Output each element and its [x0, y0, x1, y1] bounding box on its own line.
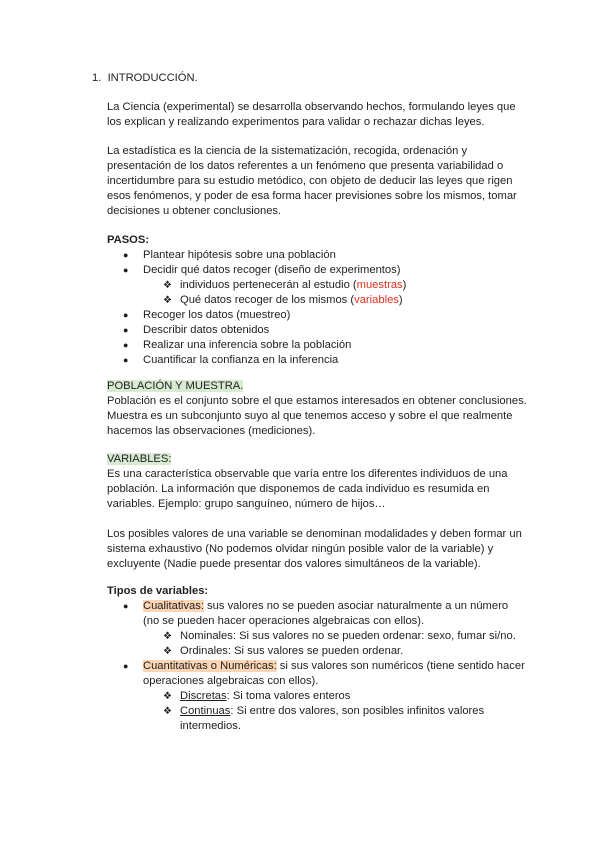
- sub-list-item: ❖ Continuas: Si entre dos valores, son posibles infinitos valores intermedios.: [163, 705, 485, 732]
- intro-paragraph-2: La estadística es la ciencia de la sistematización, recogida, ordenación y presentación de los datos referentes a un fenómeno que presenta variabilidad o incertidumbre para su estudio metódico, con objeto de deducir las leyes que rigen esos fenómenos, y poder de esa forma hacer previsiones sobre los mismos, tomar decisiones u obtener conclusiones.: [107, 145, 517, 217]
- list-item: ● Recoger los datos (muestreo): [123, 309, 291, 321]
- diamond-bullet-icon: ❖: [163, 631, 172, 642]
- list-item: ● Describir datos obtenidos: [123, 324, 270, 336]
- pasos-title: PASOS:: [107, 234, 150, 246]
- variables-section: [107, 452, 527, 572]
- sub-list-item: ❖ Discretas: Si toma valores enteros: [163, 690, 351, 702]
- cualitativas-label: Cualitativas:: [143, 600, 204, 612]
- heading-title: INTRODUCCIÓN.: [107, 72, 198, 84]
- tipos-section: [107, 584, 527, 734]
- bullet-icon: ●: [123, 265, 129, 275]
- variables-title: VARIABLES:: [107, 453, 172, 465]
- diamond-bullet-icon: ❖: [163, 691, 172, 702]
- list-item: ● Decidir qué datos recoger (diseño de experimentos): [123, 264, 401, 276]
- variables-text-2: Los posibles valores de una variable se denominan modalidades y deben formar un sistema exhaustivo (No podemos olvidar ningún posible valor de la variable) y excluyente (Nadie puede presentar dos valores simultáneos de la variable).: [107, 528, 522, 570]
- bullet-icon: ●: [123, 355, 129, 365]
- poblacion-title: POBLACIÓN Y MUESTRA.: [107, 380, 244, 392]
- list-item: ● Cuantificar la confianza en la inferencia: [123, 354, 339, 366]
- intro-paragraph-1: La Ciencia (experimental) se desarrolla observando hechos, formulando leyes que los explican y realizando experimentos para validar o rechazar dichas leyes.: [107, 101, 516, 128]
- sub-list-item: ❖ Qué datos recoger de los mismos (variables): [163, 294, 403, 306]
- sub-list-item: ❖ Nominales: Si sus valores no se pueden ordenar: sexo, fumar si/no.: [163, 630, 516, 642]
- poblacion-section: [107, 379, 527, 439]
- diamond-bullet-icon: ❖: [163, 280, 172, 291]
- pasos-section: [107, 233, 527, 368]
- list-item: ● Cuantitativas o Numéricas: si sus valores son numéricos (tiene sentido hacer operaciones algebraicas con ellos).: [123, 660, 525, 687]
- bullet-icon: ●: [123, 325, 129, 335]
- tipos-title: Tipos de variables:: [107, 585, 209, 597]
- list-item: ● Plantear hipótesis sobre una población: [123, 249, 336, 261]
- variables-text-1: Es una característica observable que varía entre los diferentes individuos de una población. La información que disponemos de cada individuo es resumida en variables. Ejemplo: grupo sanguíneo, número de hijos…: [107, 468, 508, 510]
- poblacion-text: Población es el conjunto sobre el que estamos interesados en obtener conclusiones. Muestra es un subconjunto suyo al que tenemos acceso y sobre el que realmente hacemos las observaciones (mediciones).: [107, 395, 527, 437]
- bullet-icon: ●: [123, 661, 129, 671]
- sub-list-item: ❖ Ordinales: Si sus valores se pueden ordenar.: [163, 645, 404, 657]
- sub-list-item: ❖ individuos pertenecerán al estudio (muestras): [163, 279, 407, 291]
- diamond-bullet-icon: ❖: [163, 706, 172, 717]
- diamond-bullet-icon: ❖: [163, 646, 172, 657]
- bullet-icon: ●: [123, 340, 129, 350]
- list-item: ● Cualitativas: sus valores no se pueden asociar naturalmente a un número (no se pueden hacer operaciones algebraicas con ellos).: [123, 600, 509, 627]
- cuantitativas-label: Cuantitativas o Numéricas:: [143, 660, 277, 672]
- section-heading: [92, 71, 198, 86]
- bullet-icon: ●: [123, 250, 129, 260]
- diamond-bullet-icon: ❖: [163, 295, 172, 306]
- list-item: ● Realizar una inferencia sobre la población: [123, 339, 352, 351]
- bullet-icon: ●: [123, 601, 129, 611]
- heading-number: 1.: [92, 72, 102, 84]
- bullet-icon: ●: [123, 310, 129, 320]
